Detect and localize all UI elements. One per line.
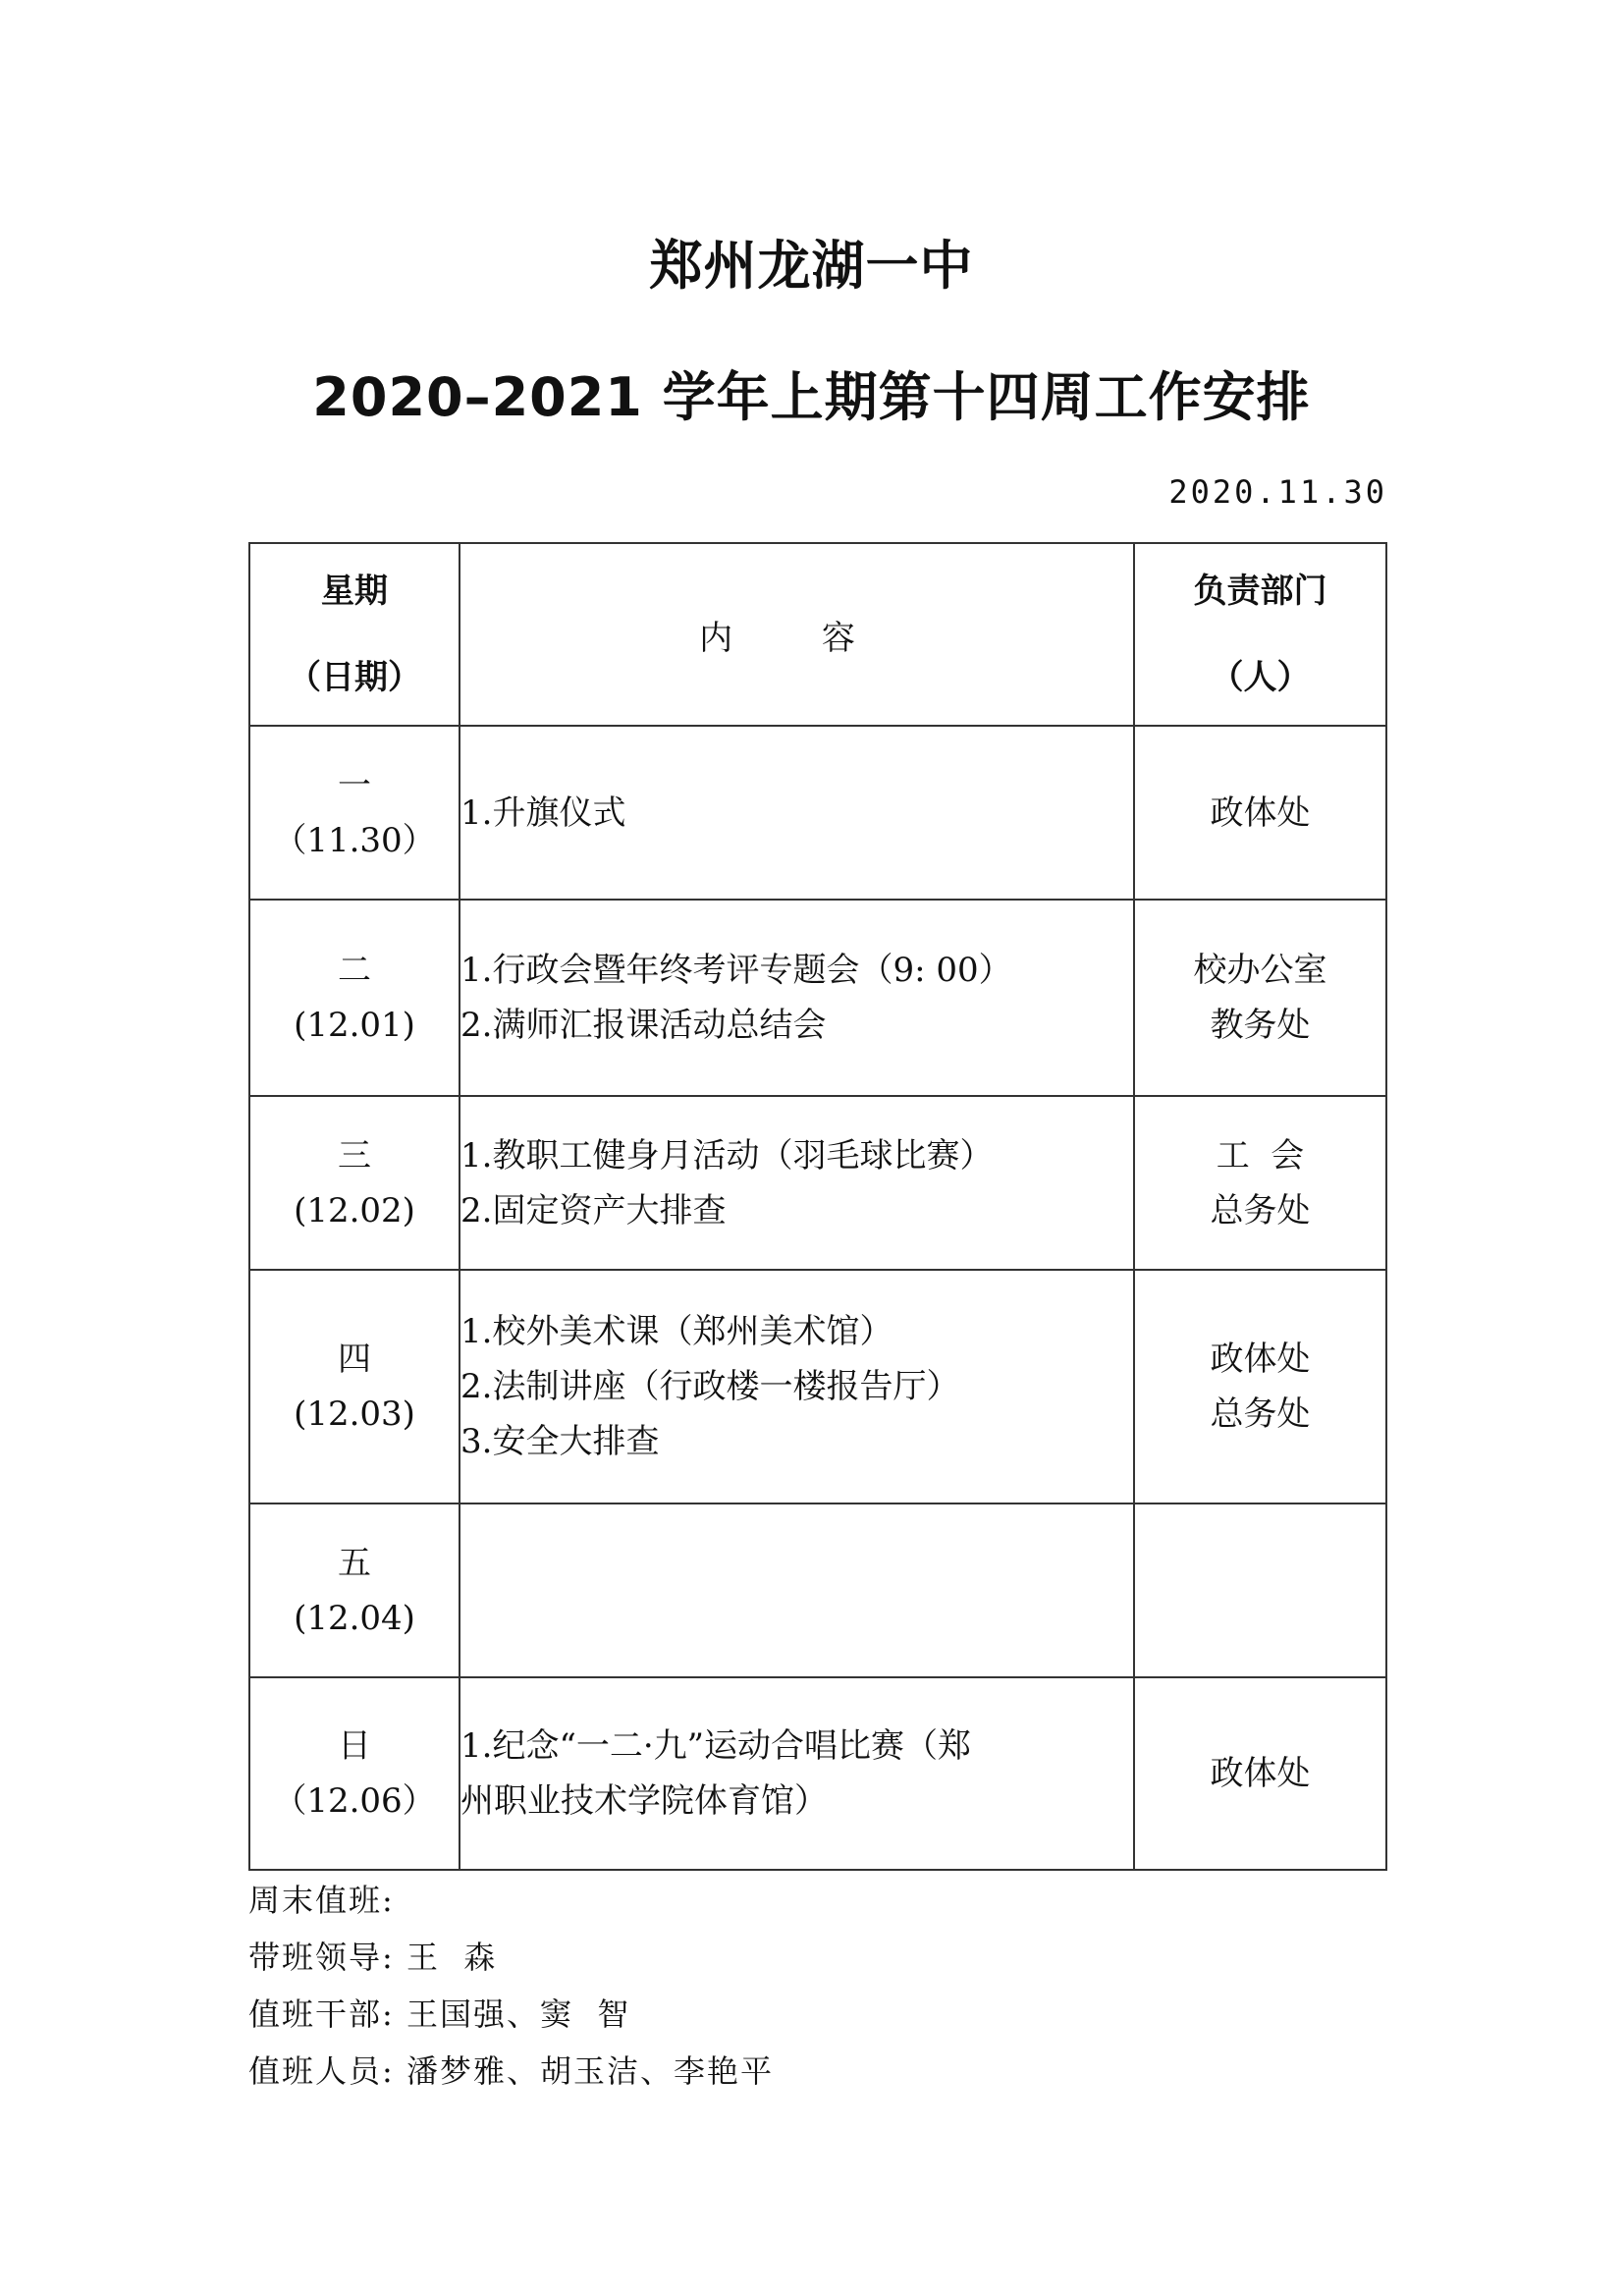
dept-name: 总务处 [1210, 1190, 1311, 1230]
day-cell [249, 1096, 460, 1270]
day-cell [249, 726, 460, 900]
header-content: 内 容 [460, 543, 1134, 726]
content-item: 3.安全大排查 [460, 1422, 660, 1461]
document-date: 2020.11.30 [1168, 473, 1387, 511]
dept-cell [1134, 1270, 1386, 1503]
content-item: 2.法制讲座（行政楼一楼报告厅） [460, 1367, 960, 1406]
dept-name: 工 会 [1216, 1135, 1305, 1175]
content-cell [460, 1677, 1134, 1870]
day-cell [249, 1677, 460, 1870]
dept-cell [1134, 1503, 1386, 1677]
content-item: 州职业技术学院体育馆） [460, 1781, 828, 1821]
day-date: （12.06） [273, 1781, 436, 1821]
dept-cell [1134, 900, 1386, 1096]
content-item: 2.满师汇报课活动总结会 [460, 1006, 827, 1045]
header-dept [1134, 543, 1386, 726]
day-cell [249, 1503, 460, 1677]
dept-name: 总务处 [1210, 1394, 1311, 1434]
content-item: 1.行政会暨年终考评专题会（9: 00） [460, 951, 1012, 990]
header-day-line1: 星期 [321, 572, 388, 611]
day-name: 一 [338, 765, 371, 805]
school-title: 郑州龙湖一中 [649, 235, 974, 297]
content-cell [460, 1270, 1134, 1503]
table-row [249, 1677, 1386, 1870]
duty-staff: 值班人员: 潘梦雅、胡玉洁、李艳平 [248, 2052, 774, 2090]
duty-leader: 带班领导: 王 森 [248, 1939, 498, 1976]
day-date: (12.03) [294, 1394, 415, 1434]
table-header-row [249, 543, 1386, 726]
dept-name: 政体处 [1210, 1339, 1311, 1379]
dept-name: 校办公室 [1193, 951, 1327, 990]
header-day-line2: （日期） [288, 658, 421, 697]
dept-name: 教务处 [1210, 1006, 1311, 1045]
header-day [249, 543, 460, 726]
table-row [249, 1503, 1386, 1677]
content-item: 1.校外美术课（郑州美术馆） [460, 1312, 893, 1351]
table-row [249, 726, 1386, 900]
schedule-table [248, 542, 1387, 1871]
content-item: 1.教职工健身月活动（羽毛球比赛） [460, 1135, 994, 1175]
duty-cadres: 值班干部: 王国强、窦 智 [248, 1995, 631, 2033]
content-cell [460, 1503, 1134, 1677]
table-row [249, 1096, 1386, 1270]
weekend-duty-section [248, 1872, 774, 2100]
content-item: 1.纪念“一二·九”运动合唱比赛（郑 [460, 1726, 972, 1766]
table-row [249, 1270, 1386, 1503]
schedule-title: 2020–2021 学年上期第十四周工作安排 [312, 366, 1311, 428]
dept-cell [1134, 1677, 1386, 1870]
day-date: （11.30） [273, 820, 436, 860]
day-cell [249, 1270, 460, 1503]
day-name: 三 [338, 1135, 371, 1175]
day-date: (12.01) [294, 1006, 415, 1045]
dept-cell [1134, 1096, 1386, 1270]
day-date: (12.02) [294, 1190, 415, 1230]
content-cell [460, 900, 1134, 1096]
content-cell [460, 1096, 1134, 1270]
day-name: 五 [338, 1543, 371, 1583]
day-date: (12.04) [294, 1598, 415, 1638]
day-name: 日 [338, 1726, 371, 1766]
dept-cell [1134, 726, 1386, 900]
content-item: 1.升旗仪式 [460, 793, 626, 833]
table-row [249, 900, 1386, 1096]
day-name: 四 [338, 1339, 371, 1379]
header-dept-line1: 负责部门 [1193, 572, 1327, 611]
dept-name: 政体处 [1210, 793, 1311, 833]
day-cell [249, 900, 460, 1096]
content-item: 2.固定资产大排查 [460, 1190, 727, 1230]
header-dept-line2: （人） [1210, 658, 1311, 697]
dept-name: 政体处 [1210, 1754, 1311, 1793]
weekend-duty-label: 周末值班: [248, 1882, 395, 1919]
day-name: 二 [338, 951, 371, 990]
content-cell [460, 726, 1134, 900]
